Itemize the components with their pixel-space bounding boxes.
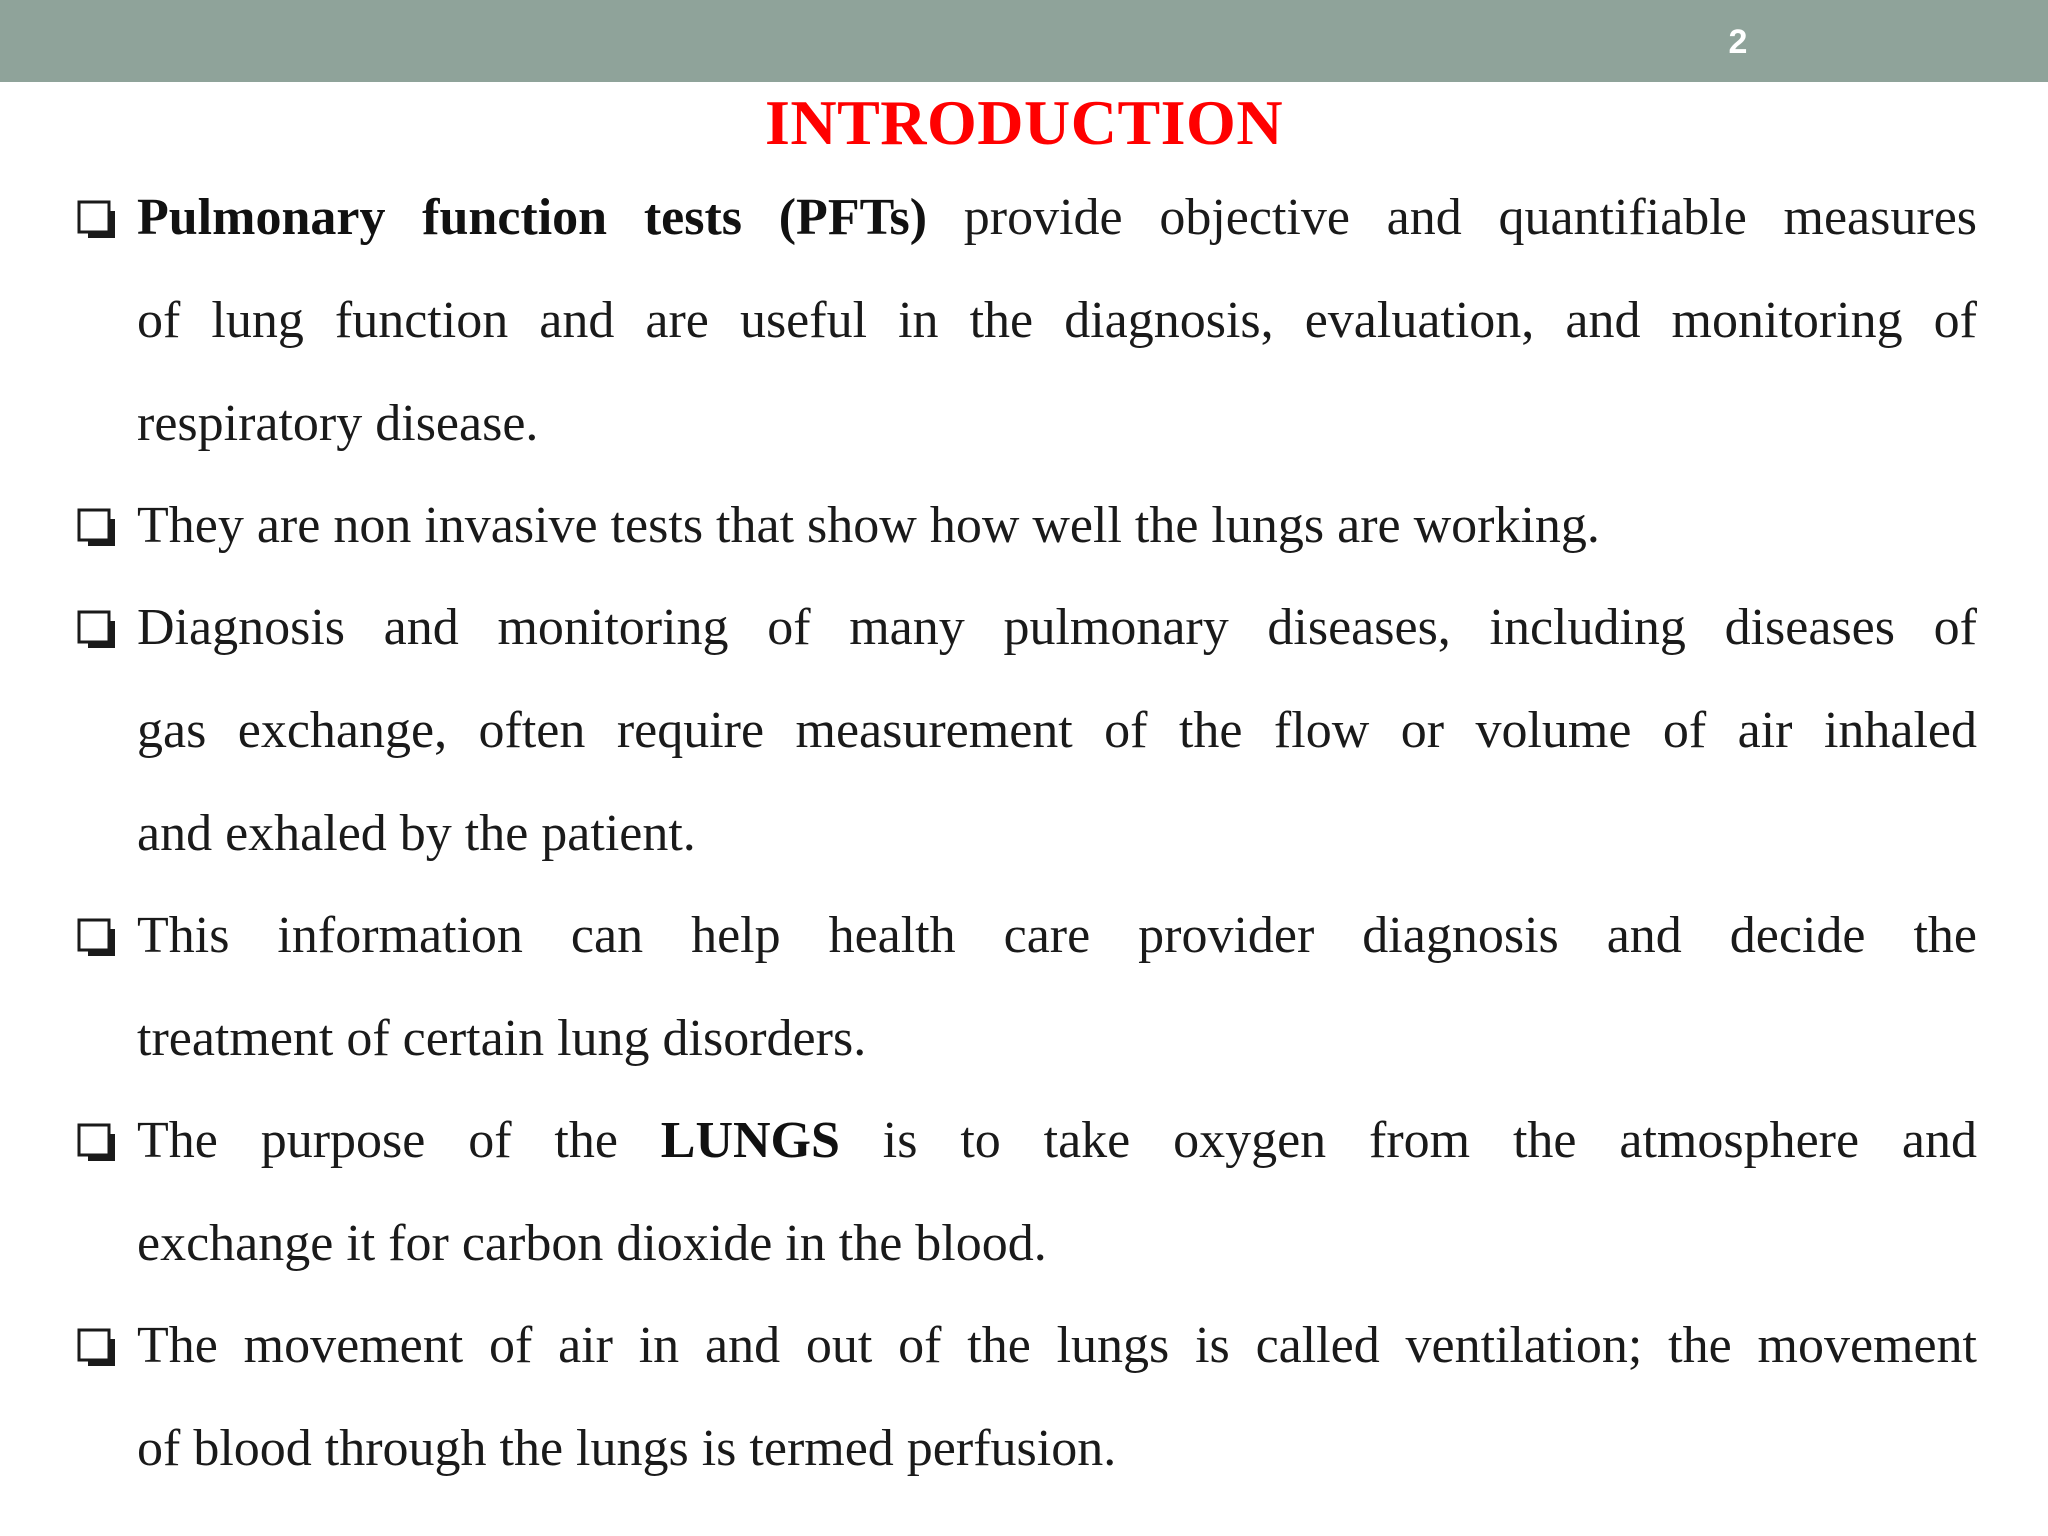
lungs-term: LUNGS	[660, 1112, 840, 1169]
bullet-4-line-1: This information can help health care provider diagnosis and decide the	[137, 907, 1977, 964]
bullet-5-line-2: exchange it for carbon dioxide in the blood.	[137, 1215, 1047, 1272]
bullet-2-line-1: They are non invasive tests that show how well the lungs are working.	[137, 497, 1600, 554]
bullet-1-line-1-text: provide objective and quantifiable measures	[927, 189, 1978, 246]
page-title: INTRODUCTION	[764, 87, 1284, 158]
checkbox-icon	[76, 507, 118, 549]
checkbox-icon	[76, 1327, 118, 1369]
bullet-6-line-2: of blood through the lungs is termed perfusion.	[137, 1420, 1117, 1477]
bullet-1-line-3: respiratory disease.	[137, 395, 539, 452]
bullet-3-line-2: gas exchange, often require measurement of the flow or volume of air inhaled	[137, 702, 1977, 759]
bullet-1-line-2: of lung function and are useful in the diagnosis, evaluation, and monitoring of	[137, 292, 1977, 349]
pft-term: Pulmonary function tests (PFTs)	[137, 189, 928, 246]
bullet-3-line-3: and exhaled by the patient.	[137, 805, 696, 862]
bullet-6-line-1: The movement of air in and out of the lungs is called ventilation; the movement	[137, 1317, 1977, 1374]
checkbox-icon	[76, 1122, 118, 1164]
bullet-3-line-1: Diagnosis and monitoring of many pulmonary diseases, including diseases of	[137, 599, 1977, 656]
bullet-5-line-1-before: The purpose of the	[137, 1112, 661, 1169]
page-number: 2	[1728, 23, 1748, 61]
bullet-1-line-1	[137, 168, 1977, 268]
bullet-4-line-2: treatment of certain lung disorders.	[137, 1010, 867, 1067]
bullet-5-line-1-after: is to take oxygen from the atmosphere and	[839, 1112, 1977, 1169]
checkbox-icon	[76, 199, 118, 241]
checkbox-icon	[76, 609, 118, 651]
bullet-5-line-1	[137, 1091, 1977, 1191]
checkbox-icon	[76, 917, 118, 959]
